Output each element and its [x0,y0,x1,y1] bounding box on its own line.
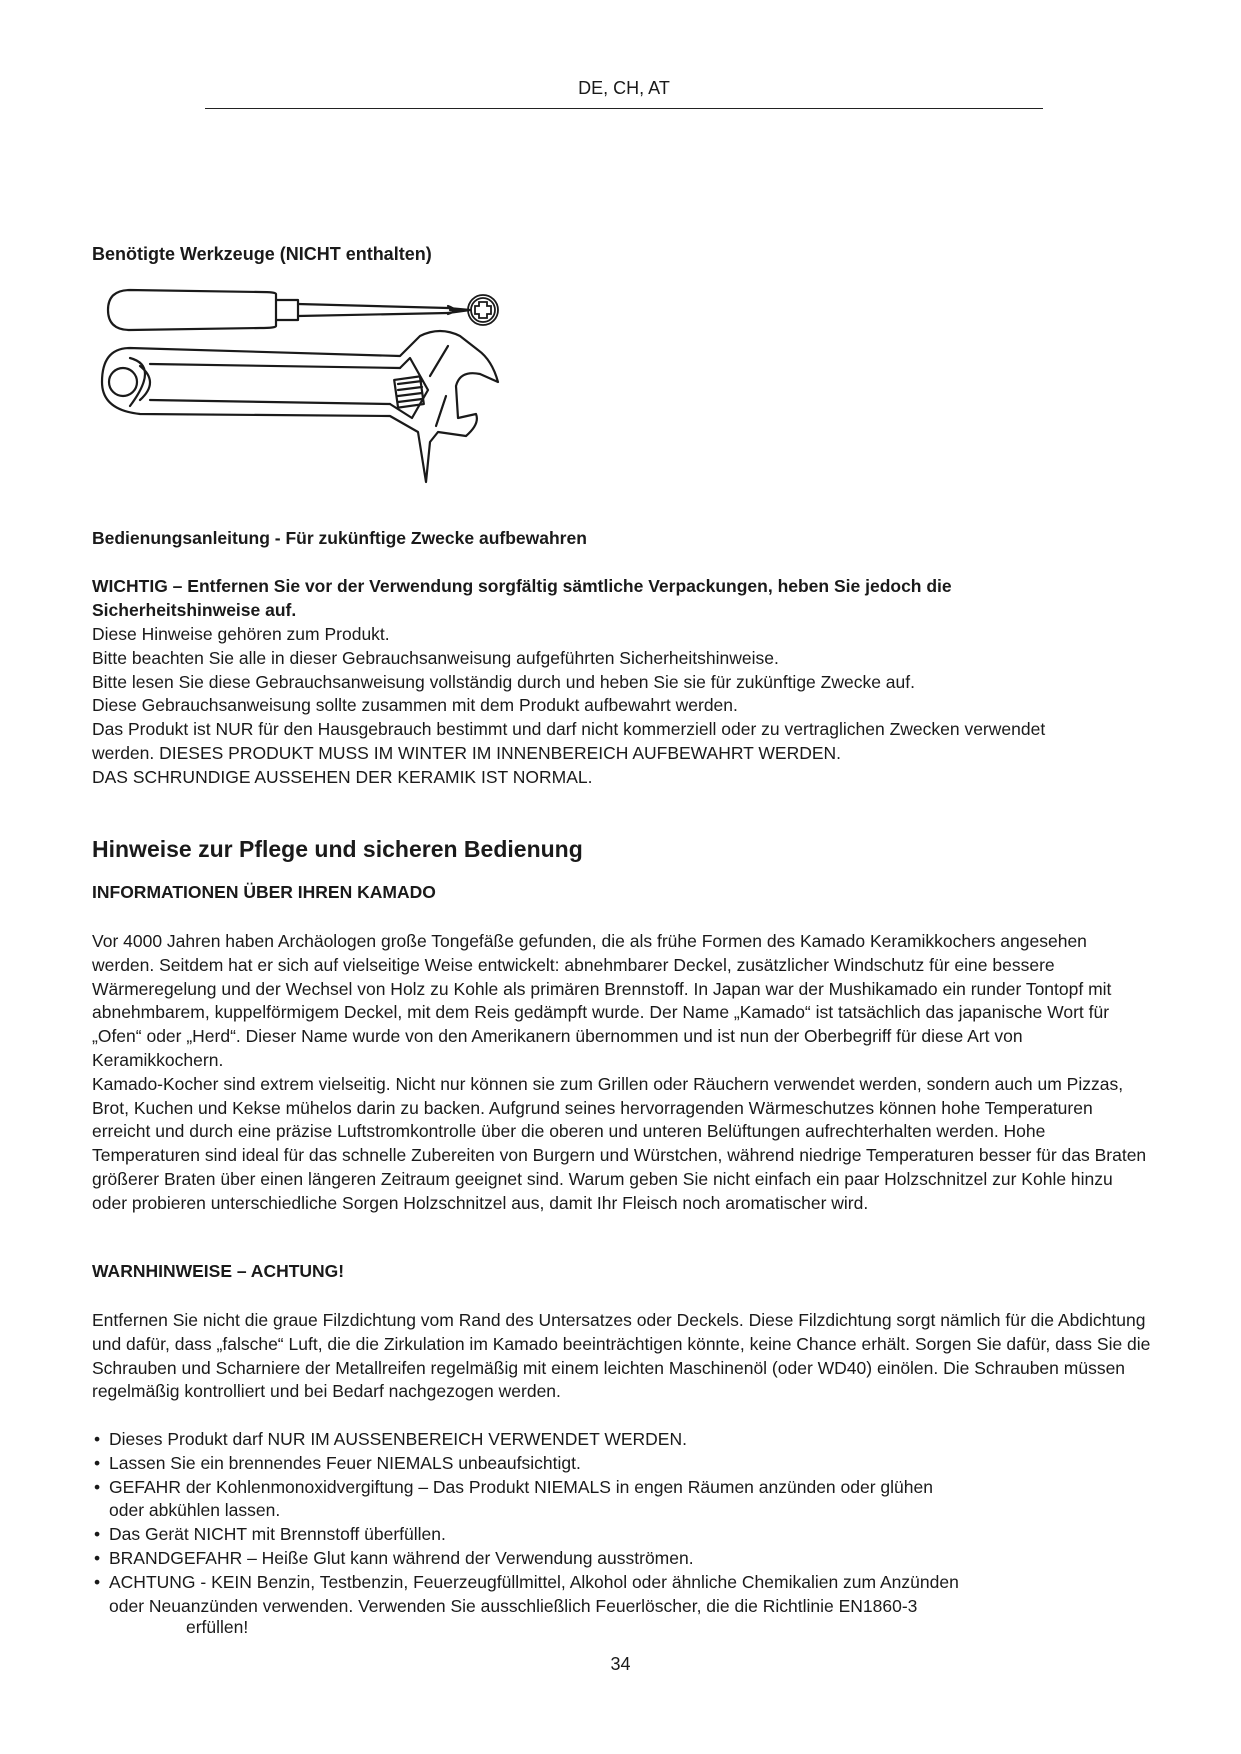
tools-figure [100,286,570,496]
manual-line: Bitte beachten Sie alle in dieser Gebrauchsanweisung aufgeführten Sicherheitshinweise. [92,647,779,668]
phillips-screw-icon [468,295,498,325]
kamado-info-heading: INFORMATIONEN ÜBER IHREN KAMADO [92,882,436,902]
manual-lines [92,623,1092,790]
screwdriver-icon [108,290,470,330]
list-item: • Lassen Sie ein brennendes Feuer NIEMALS unbeaufsichtigt. [92,1452,1152,1476]
bullet-marker: • [94,1452,101,1473]
bullet-marker: • [94,1476,101,1497]
adjustable-wrench-icon [102,331,498,482]
important-notice: WICHTIG – Entfernen Sie vor der Verwendung sorgfältig sämtliche Verpackungen, heben Sie jedoch die Sicherheitshinweise auf. [92,576,952,620]
page-number: 34 [610,1654,631,1674]
kamado-info-text [92,930,1152,1216]
list-item: • ACHTUNG - KEIN Benzin, Testbenzin, Feuerzeugfüllmittel, Alkohol oder ähnliche Chemikalien zum Anzünden oder Neuanzünden verwenden. Verwenden Sie ausschließlich Feuerlöscher, die die Richtlinie EN1860-3 [94,1571,959,1616]
header-rule [205,108,1043,109]
info-paragraph: Kamado-Kocher sind extrem vielseitig. Nicht nur können sie zum Grillen oder Räuchern verwendet werden, sondern auch um Pizzas, Brot, Kuchen und Kekse mühelos darin zu backen. Aufgrund seines hervorragenden Wärmeschutzes können hohe Temperaturen erreicht und durch eine präzise Luftstromkontrolle über die oberen und unteren Belüftungen aufrechterhalten werden. Hohe Temperaturen sind ideal für das schnelle Zubereiten von Burgern und Würstchen, während niedrige Temperaturen besser für das Braten größerer Braten über einen längeren Zeitraum geeignet sind. Warum geben Sie nicht einfach ein paar Holzschnitzel zur Kohle hinzu oder probieren unterschiedliche Sorgen Holzschnitzel aus, damit Ihr Fleisch noch aromatischer wird. [92,1073,1147,1213]
bullet-continuation: erfüllen! [186,1617,249,1637]
warning-heading: WARNHINWEISE – ACHTUNG! [92,1261,345,1281]
care-section-title: Hinweise zur Pflege und sicheren Bedienung [92,836,583,862]
manual-line: Das Produkt ist NUR für den Hausgebrauch bestimmt und darf nicht kommerziell oder zu vertraglichen Zwecken verwendet werden. DIESES PRODUKT MUSS IM WINTER IM INNENBEREICH AUFBEWAHRT WERDEN. [92,719,1046,763]
bullet-marker: • [94,1429,101,1449]
tools-heading: Benötigte Werkzeuge (NICHT enthalten) [92,244,432,264]
manual-heading: Bedienungsanleitung - Für zukünftige Zwecke aufbewahren [92,528,587,548]
page-header-region: DE, CH, AT [578,78,670,98]
list-item: • Dieses Produkt darf NUR IM AUSSENBEREICH VERWENDET WERDEN. [92,1428,1152,1452]
list-item: • Das Gerät NICHT mit Brennstoff überfüllen. [92,1523,1152,1547]
manual-line: DAS SCHRUNDIGE AUSSEHEN DER KERAMIK IST NORMAL. [92,766,593,787]
bullet-marker: • [94,1547,101,1568]
manual-line: Bitte lesen Sie diese Gebrauchsanweisung vollständig durch und heben Sie sie für zukünftige Zwecke auf. [92,671,915,692]
bullet-marker: • [94,1571,101,1592]
list-item: • GEFAHR der Kohlenmonoxidvergiftung – Das Produkt NIEMALS in engen Räumen anzünden oder glühen oder abkühlen lassen. [94,1476,933,1521]
list-item: • BRANDGEFAHR – Heiße Glut kann während der Verwendung ausströmen. [92,1547,1152,1571]
manual-line: Diese Gebrauchsanweisung sollte zusammen mit dem Produkt aufbewahrt werden. [92,695,738,716]
warning-bullet-list [92,1428,1152,1618]
warning-paragraph: Entfernen Sie nicht die graue Filzdichtung vom Rand des Untersatzes oder Deckels. Diese Filzdichtung sorgt nämlich für die Abdichtung und dafür, dass „falsche“ Luft, die die Zirkulation im Kamado beeinträchtigen könnte, keine Chance erhält. Sorgen Sie dafür, dass Sie die Schrauben und Scharniere der Metallreifen regelmäßig mit einem leichten Maschinenöl (oder WD40) einölen. Die Schrauben müssen regelmäßig kontrolliert und bei Bedarf nachgezogen werden. [92,1310,1151,1402]
manual-line: Diese Hinweise gehören zum Produkt. [92,624,390,644]
info-paragraph: Vor 4000 Jahren haben Archäologen große Tongefäße gefunden, die als frühe Formen des Kamado Keramikkochers angesehen werden. Seitdem hat er sich auf vielseitige Weise entwickelt: abnehmbarer Deckel, zusätzlicher Windschutz für eine bessere Wärmeregelung und der Wechsel von Holz zu Kohle als primären Brennstoff. In Japan war der Mushikamado ein runder Tontopf mit abnehmbarem, kuppelförmigem Deckel, mit dem Reis gedämpft wurde. Der Name „Kamado“ ist tatsächlich das japanische Wort für „Ofen“ oder „Herd“. Dieser Name wurde von den Amerikanern übernommen und ist nun der Oberbegriff für diese Art von Keramikkochern. [92,931,1112,1070]
bullet-marker: • [94,1524,101,1545]
